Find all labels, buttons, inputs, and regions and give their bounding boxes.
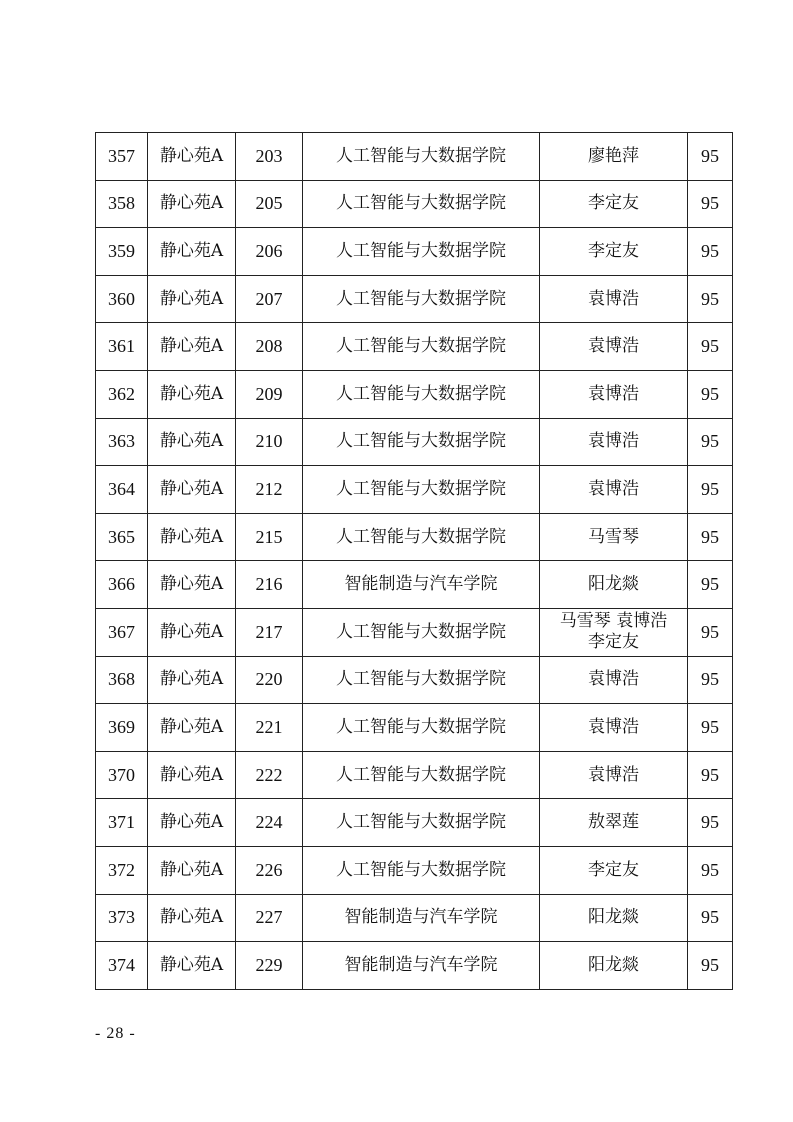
cell-building: 静心苑A	[148, 751, 236, 799]
cell-index: 370	[96, 751, 148, 799]
staff-name: 袁博浩	[588, 669, 639, 690]
cell-index: 363	[96, 418, 148, 466]
cell-room: 209	[236, 370, 303, 418]
cell-room: 205	[236, 180, 303, 228]
table-row	[96, 418, 733, 466]
cell-college: 人工智能与大数据学院	[303, 656, 540, 704]
cell-index: 358	[96, 180, 148, 228]
cell-building: 静心苑A	[148, 608, 236, 656]
staff-name: 李定友	[588, 632, 639, 653]
cell-score: 95	[688, 228, 733, 276]
table-row	[96, 704, 733, 752]
cell-college: 人工智能与大数据学院	[303, 323, 540, 371]
cell-building: 静心苑A	[148, 228, 236, 276]
cell-score: 95	[688, 846, 733, 894]
cell-college: 人工智能与大数据学院	[303, 704, 540, 752]
cell-index: 374	[96, 942, 148, 990]
cell-staff	[540, 133, 688, 181]
staff-name: 袁博浩	[588, 288, 639, 309]
cell-score: 95	[688, 418, 733, 466]
cell-staff	[540, 608, 688, 656]
table-row	[96, 133, 733, 181]
cell-index: 365	[96, 513, 148, 561]
table-row	[96, 561, 733, 609]
table-row	[96, 323, 733, 371]
staff-name: 袁博浩	[588, 716, 639, 737]
table-row	[96, 799, 733, 847]
cell-index: 361	[96, 323, 148, 371]
cell-room: 220	[236, 656, 303, 704]
cell-room: 212	[236, 466, 303, 514]
cell-score: 95	[688, 656, 733, 704]
staff-name: 袁博浩	[588, 431, 639, 452]
staff-name: 袁博浩	[588, 383, 639, 404]
cell-building: 静心苑A	[148, 846, 236, 894]
cell-index: 371	[96, 799, 148, 847]
cell-building: 静心苑A	[148, 894, 236, 942]
cell-college: 人工智能与大数据学院	[303, 133, 540, 181]
cell-score: 95	[688, 133, 733, 181]
cell-score: 95	[688, 608, 733, 656]
cell-score: 95	[688, 370, 733, 418]
cell-building: 静心苑A	[148, 323, 236, 371]
cell-room: 222	[236, 751, 303, 799]
cell-index: 359	[96, 228, 148, 276]
cell-staff	[540, 846, 688, 894]
cell-building: 静心苑A	[148, 180, 236, 228]
cell-building: 静心苑A	[148, 704, 236, 752]
staff-name: 敖翠莲	[588, 812, 639, 833]
cell-room: 226	[236, 846, 303, 894]
cell-score: 95	[688, 466, 733, 514]
cell-college: 人工智能与大数据学院	[303, 751, 540, 799]
cell-college: 智能制造与汽车学院	[303, 561, 540, 609]
inspection-score-table	[95, 132, 733, 990]
cell-score: 95	[688, 275, 733, 323]
staff-name: 马雪琴	[588, 526, 639, 547]
table-row	[96, 180, 733, 228]
cell-index: 360	[96, 275, 148, 323]
cell-building: 静心苑A	[148, 466, 236, 514]
table-row	[96, 894, 733, 942]
cell-index: 369	[96, 704, 148, 752]
cell-college: 人工智能与大数据学院	[303, 799, 540, 847]
cell-building: 静心苑A	[148, 513, 236, 561]
cell-building: 静心苑A	[148, 799, 236, 847]
cell-staff	[540, 894, 688, 942]
cell-staff	[540, 561, 688, 609]
cell-building: 静心苑A	[148, 942, 236, 990]
cell-building: 静心苑A	[148, 133, 236, 181]
cell-staff	[540, 513, 688, 561]
cell-college: 人工智能与大数据学院	[303, 370, 540, 418]
cell-index: 373	[96, 894, 148, 942]
staff-name: 廖艳萍	[588, 145, 639, 166]
cell-room: 217	[236, 608, 303, 656]
cell-room: 229	[236, 942, 303, 990]
cell-building: 静心苑A	[148, 656, 236, 704]
cell-staff	[540, 466, 688, 514]
staff-name: 李定友	[588, 240, 639, 261]
cell-index: 372	[96, 846, 148, 894]
cell-room: 210	[236, 418, 303, 466]
cell-index: 357	[96, 133, 148, 181]
table-row	[96, 751, 733, 799]
page-number: - 28 -	[95, 1025, 136, 1042]
cell-index: 368	[96, 656, 148, 704]
cell-college: 人工智能与大数据学院	[303, 180, 540, 228]
cell-room: 227	[236, 894, 303, 942]
staff-name: 阳龙燚	[588, 954, 639, 975]
cell-score: 95	[688, 561, 733, 609]
table-row	[96, 228, 733, 276]
table-row	[96, 942, 733, 990]
staff-name: 马雪琴 袁博浩	[559, 611, 668, 632]
cell-staff	[540, 418, 688, 466]
cell-staff	[540, 942, 688, 990]
cell-staff	[540, 323, 688, 371]
cell-room: 207	[236, 275, 303, 323]
cell-room: 216	[236, 561, 303, 609]
cell-building: 静心苑A	[148, 561, 236, 609]
cell-room: 206	[236, 228, 303, 276]
cell-building: 静心苑A	[148, 275, 236, 323]
cell-index: 362	[96, 370, 148, 418]
cell-college: 人工智能与大数据学院	[303, 513, 540, 561]
cell-college: 人工智能与大数据学院	[303, 418, 540, 466]
cell-index: 364	[96, 466, 148, 514]
cell-staff	[540, 656, 688, 704]
cell-college: 人工智能与大数据学院	[303, 466, 540, 514]
cell-staff	[540, 704, 688, 752]
cell-college: 智能制造与汽车学院	[303, 894, 540, 942]
cell-score: 95	[688, 751, 733, 799]
cell-room: 215	[236, 513, 303, 561]
cell-building: 静心苑A	[148, 418, 236, 466]
staff-name: 袁博浩	[588, 336, 639, 357]
cell-score: 95	[688, 799, 733, 847]
table-body	[96, 133, 733, 990]
table-row	[96, 608, 733, 656]
cell-college: 智能制造与汽车学院	[303, 942, 540, 990]
staff-name: 袁博浩	[588, 764, 639, 785]
cell-staff	[540, 751, 688, 799]
table-row	[96, 513, 733, 561]
cell-staff	[540, 228, 688, 276]
cell-room: 203	[236, 133, 303, 181]
cell-room: 224	[236, 799, 303, 847]
table-row	[96, 275, 733, 323]
table-row	[96, 846, 733, 894]
staff-name: 李定友	[588, 193, 639, 214]
cell-score: 95	[688, 942, 733, 990]
cell-college: 人工智能与大数据学院	[303, 228, 540, 276]
cell-building: 静心苑A	[148, 370, 236, 418]
cell-college: 人工智能与大数据学院	[303, 846, 540, 894]
staff-name: 阳龙燚	[588, 907, 639, 928]
cell-score: 95	[688, 704, 733, 752]
table-row	[96, 466, 733, 514]
cell-college: 人工智能与大数据学院	[303, 275, 540, 323]
cell-college: 人工智能与大数据学院	[303, 608, 540, 656]
table-row	[96, 370, 733, 418]
staff-name: 袁博浩	[588, 478, 639, 499]
cell-staff	[540, 275, 688, 323]
cell-score: 95	[688, 323, 733, 371]
staff-name: 阳龙燚	[588, 574, 639, 595]
cell-score: 95	[688, 894, 733, 942]
staff-name: 李定友	[588, 859, 639, 880]
cell-staff	[540, 180, 688, 228]
table-row	[96, 656, 733, 704]
cell-staff	[540, 799, 688, 847]
cell-index: 367	[96, 608, 148, 656]
cell-score: 95	[688, 180, 733, 228]
cell-staff	[540, 370, 688, 418]
cell-room: 221	[236, 704, 303, 752]
cell-room: 208	[236, 323, 303, 371]
cell-index: 366	[96, 561, 148, 609]
cell-score: 95	[688, 513, 733, 561]
